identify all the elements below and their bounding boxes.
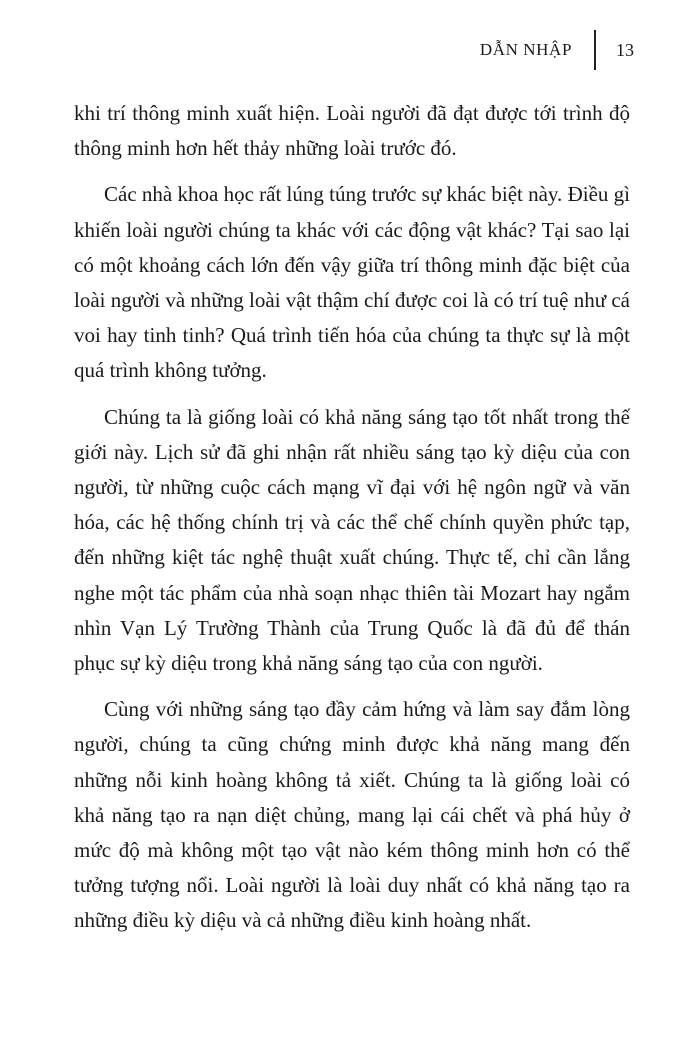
paragraph-continued: khi trí thông minh xuất hiện. Loài người đã đạt được tới trình độ thông minh hơn hết thảy những loài trước đó. (74, 101, 630, 161)
paragraph-horrors: Cùng với những sáng tạo đầy cảm hứng và làm say đắm lòng người, chúng ta cũng chứng minh được khả năng mang đến những nỗi kinh hoàng không tả xiết. Chúng ta là giống loài có khả năng tạo ra nạn diệt chủng, mang lại cái chết và phá hủy ở mức độ mà không một tạo vật nào kém thông minh hơn có thể tưởng tượng nổi. Loài người là loài duy nhất có khả năng tạo ra những điều kỳ diệu và cả những điều kinh hoàng nhất. (74, 697, 630, 933)
header-divider (594, 30, 596, 70)
page-number: 13 (616, 39, 634, 60)
running-head (480, 30, 634, 70)
body-text (74, 96, 630, 950)
paragraph-creativity: Chúng ta là giống loài có khả năng sáng tạo tốt nhất trong thế giới này. Lịch sử đã ghi nhận rất nhiều sáng tạo kỳ diệu của con người, từ những cuộc cách mạng vĩ đại với hệ ngôn ngữ và văn hóa, các hệ thống chính trị và các thể chế chính quyền phức tạp, đến những kiệt tác nghệ thuật xuất chúng. Thực tế, chỉ cần lắng nghe một tác phẩm của nhà soạn nhạc thiên tài Mozart hay ngắm nhìn Vạn Lý Trường Thành của Trung Quốc là đã đủ để thán phục sự kỳ diệu trong khả năng sáng tạo của con người. (74, 404, 630, 676)
section-title: DẪN NHẬP (479, 40, 572, 59)
paragraph-scientists: Các nhà khoa học rất lúng túng trước sự khác biệt này. Điều gì khiến loài người chúng ta khác với các động vật khác? Tại sao lại có một khoảng cách lớn đến vậy giữa trí thông minh đặc biệt của loài người và những loài vật thậm chí được coi là có trí tuệ như cá voi hay tinh tinh? Quá trình tiến hóa của chúng ta thực sự là một quá trình không tưởng. (74, 182, 630, 383)
